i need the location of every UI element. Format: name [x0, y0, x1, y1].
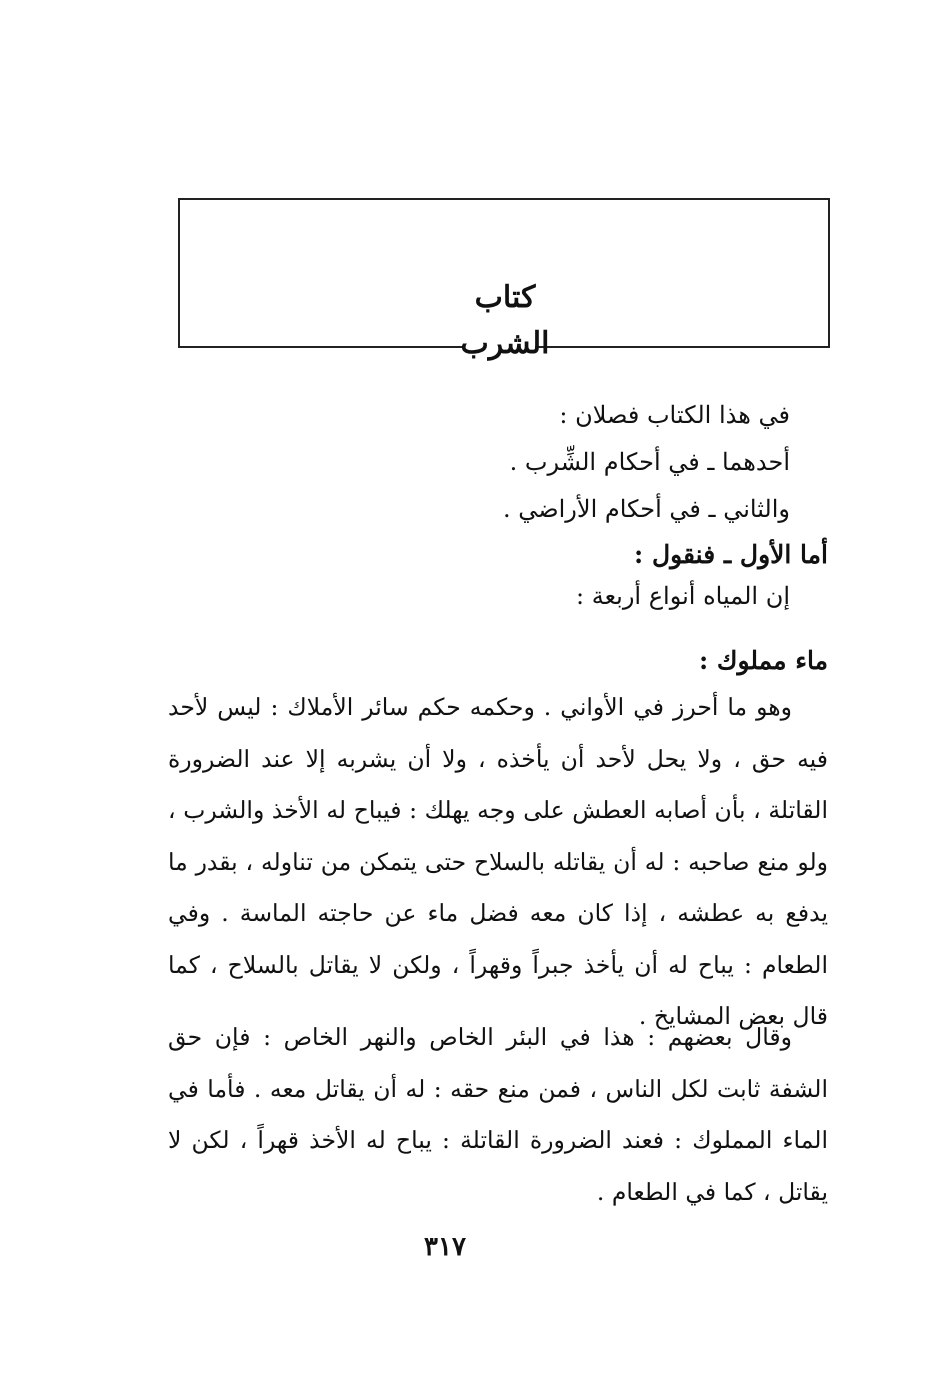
intro-block: [370, 392, 790, 533]
subsection-heading: ماء مملوك :: [698, 646, 828, 675]
body-paragraph: وقال بعضهم : هذا في البئر الخاص والنهر الخاص : فإن حق الشفة ثابت لكل الناس ، فمن منع حقه : له أن يقاتل معه . فأما في الماء المملوك : فعند الضرورة القاتلة : يباح له الأخذ قهراً ، لكن لا يقاتل ، كما في الطعام .: [168, 1023, 828, 1206]
book-label: كتاب: [474, 280, 536, 315]
intro-line: أحدهما ـ في أحكام الشِّرب .: [509, 448, 790, 476]
page-number: ٣١٧: [424, 1232, 466, 1262]
book-title: الشرب: [460, 326, 550, 361]
body-paragraph: وهو ما أحرز في الأواني . وحكمه حكم سائر الأملاك : ليس لأحد فيه حق ، ولا يحل لأحد أن يأخذه ، ولا أن يشربه إلا عند الضرورة القاتلة ، بأن أصابه العطش على وجه يهلك : فيباح له الأخذ والشرب ، ولو منع صاحبه : له أن يقاتله بالسلاح حتى يتمكن من تناوله ، بقدر ما يدفع به عطشه ، إذا كان معه فضل ماء عن حاجته الماسة . وفي الطعام : يباح له أن يأخذ جبراً وقهراً ، ولكن لا يقاتل بالسلاح ، كما قال بعض المشايخ .: [168, 693, 828, 1030]
intro-line: والثاني ـ في أحكام الأراضي .: [502, 495, 790, 523]
section-heading: أما الأول ـ فنقول :: [634, 540, 828, 569]
section-intro: إن المياه أنواع أربعة :: [576, 582, 790, 610]
intro-line: في هذا الكتاب فصلان :: [559, 401, 790, 429]
